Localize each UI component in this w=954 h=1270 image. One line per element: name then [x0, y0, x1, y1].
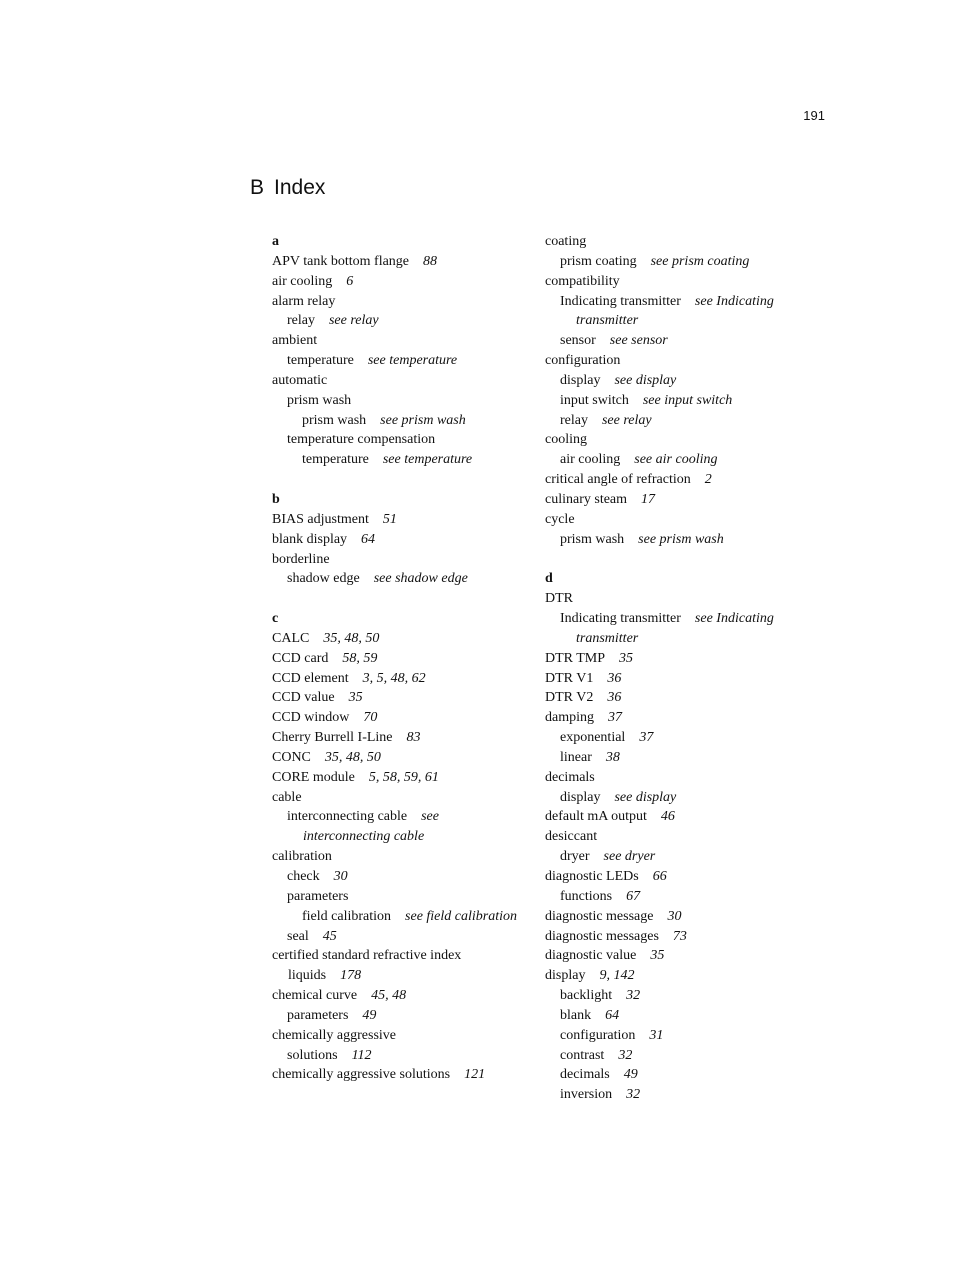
index-reference: 35, 48, 50 [324, 749, 381, 765]
page-number: 191 [803, 108, 825, 123]
index-entry [302, 907, 517, 927]
index-entry [272, 688, 517, 708]
index-reference: 83 [406, 730, 421, 746]
index-reference: see temperature [382, 452, 473, 468]
index-reference: 17 [641, 491, 656, 507]
index-term: cycle [545, 511, 575, 527]
index-term: configuration [560, 1027, 636, 1043]
index-entry [287, 391, 517, 411]
index-reference: see prism wash [380, 412, 466, 428]
index-term: calibration [272, 849, 332, 865]
index-term: display [560, 372, 601, 388]
index-reference: 30 [333, 869, 348, 884]
index-entry [545, 430, 790, 450]
index-term: dryer [560, 849, 590, 865]
index-term: relay [287, 313, 315, 329]
index-reference: see prism wash [638, 531, 724, 547]
index-entry [272, 272, 517, 292]
index-entry [272, 728, 517, 748]
index-entry [287, 927, 517, 947]
index-entry [560, 887, 790, 907]
index-reference: 112 [351, 1047, 372, 1063]
index-reference: 35 [650, 948, 665, 964]
index-term: temperature [302, 452, 369, 468]
index-reference: see display [614, 789, 677, 805]
index-term: DTR V2 [545, 690, 594, 706]
index-reference: 36 [607, 670, 622, 686]
index-entry [302, 450, 517, 470]
index-term: prism wash [560, 531, 625, 547]
index-term: CCD card [272, 650, 329, 666]
index-reference: see relay [328, 313, 379, 329]
index-term: compatibility [545, 273, 620, 289]
index-term: CONC [272, 749, 311, 765]
index-entry [272, 331, 517, 351]
index-entry [560, 1085, 790, 1105]
index-term: display [545, 968, 586, 984]
index-reference: 32 [626, 988, 641, 1004]
index-reference: 30 [667, 908, 682, 924]
index-entry [545, 649, 790, 669]
index-term: certified standard refractive index liquids [272, 948, 462, 984]
index-term: decimals [560, 1067, 610, 1083]
index-entry [545, 867, 790, 887]
index-entry [287, 311, 517, 331]
index-entry [272, 649, 517, 669]
index-entry [272, 986, 517, 1006]
index-reference: see sensor [609, 333, 668, 349]
index-term: CCD value [272, 690, 335, 706]
index-entry [545, 351, 790, 371]
index-reference: 37 [639, 730, 654, 746]
index-term: CALC [272, 630, 310, 646]
index-term: borderline [272, 551, 330, 567]
index-letter-heading: c [272, 611, 279, 627]
index-entry [560, 450, 790, 470]
index-entry [560, 1026, 790, 1046]
index-term: parameters [287, 1007, 349, 1023]
index-reference: 88 [423, 253, 438, 269]
index-term: linear [560, 749, 592, 765]
index-entry [272, 252, 517, 272]
index-reference: 9, 142 [599, 968, 635, 984]
index-entry [302, 411, 517, 431]
index-term: sensor [560, 333, 596, 349]
index-entry [560, 609, 790, 649]
index-entry [545, 907, 790, 927]
index-reference: see relay [601, 412, 652, 428]
index-reference: 45, 48 [371, 988, 407, 1004]
index-term: diagnostic LEDs [545, 869, 639, 884]
index-entry [560, 1046, 790, 1066]
index-entry [287, 1006, 517, 1026]
index-entry [545, 232, 790, 252]
index-term: default mA output [545, 809, 647, 825]
appendix-letter: B [250, 176, 265, 199]
index-entry [272, 292, 517, 312]
index-term: field calibration [302, 908, 392, 924]
index-reference: see air cooling [634, 452, 718, 468]
index-term: desiccant [545, 829, 598, 845]
index-term: automatic [272, 372, 328, 388]
index-term: diagnostic message [545, 908, 654, 924]
index-reference: 46 [660, 809, 675, 825]
index-entry [560, 748, 790, 768]
index-term: inversion [560, 1087, 613, 1103]
index-reference: 67 [626, 888, 641, 904]
index-reference: see display [614, 372, 677, 388]
index-reference: 36 [607, 690, 622, 706]
index-reference: 38 [605, 749, 620, 765]
index-term: shadow edge [287, 571, 360, 587]
index-entry [545, 768, 790, 788]
index-reference: 58, 59 [342, 650, 378, 666]
index-reference: 73 [672, 928, 687, 944]
index-reference: 178 [340, 968, 362, 984]
index-reference: see interconnecting cable [303, 809, 439, 845]
index-letter-heading: d [545, 571, 553, 587]
index-reference: see input switch [642, 392, 733, 408]
index-reference: see shadow edge [373, 571, 468, 587]
index-entry [545, 589, 790, 609]
index-entry [560, 371, 790, 391]
index-entry [545, 966, 790, 986]
index-entry [545, 490, 790, 510]
index-term: diagnostic value [545, 948, 637, 964]
index-column-right [545, 232, 790, 1105]
index-term: parameters [287, 888, 349, 904]
index-entry [560, 252, 790, 272]
index-entry [545, 510, 790, 530]
index-column-left [272, 232, 517, 1085]
index-term: display [560, 789, 601, 805]
index-reference: 64 [361, 531, 376, 547]
index-entry [272, 1065, 517, 1085]
index-entry [272, 371, 517, 391]
index-letter-heading: a [272, 234, 279, 249]
index-term: interconnecting cable [287, 809, 408, 825]
index-entry [272, 550, 517, 570]
index-letter-heading: b [272, 491, 280, 507]
index-term: Cherry Burrell I-Line [272, 730, 393, 746]
index-term: coating [545, 234, 587, 249]
index-reference: see Indicating transmitter [576, 611, 774, 646]
index-term: cooling [545, 432, 587, 448]
index-entry [272, 748, 517, 768]
index-term: prism coating [560, 253, 637, 269]
index-term: critical angle of refraction [545, 472, 691, 488]
index-term: air cooling [272, 273, 333, 289]
index-entry [560, 292, 790, 332]
index-entry [272, 788, 517, 808]
index-entry [287, 430, 517, 450]
index-entry [560, 788, 790, 808]
index-entry [545, 470, 790, 490]
page-title [250, 176, 325, 200]
index-term: Indicating transmitter [560, 611, 681, 627]
index-entry [545, 688, 790, 708]
index-reference: 6 [346, 273, 354, 289]
index-term: cable [272, 789, 302, 805]
index-term: CCD window [272, 710, 350, 726]
index-reference: 121 [464, 1067, 486, 1083]
index-entry [272, 510, 517, 530]
index-term: blank [560, 1007, 592, 1023]
index-reference: 35 [619, 650, 634, 666]
index-term: seal [287, 928, 309, 944]
section-gap [272, 470, 517, 490]
index-term: temperature [287, 353, 354, 369]
section-gap [545, 550, 790, 570]
index-term: backlight [560, 988, 613, 1004]
index-entry [545, 927, 790, 947]
index-term: check [287, 869, 320, 884]
index-entry [545, 807, 790, 827]
index-entry [560, 1065, 790, 1085]
index-entry [287, 807, 517, 847]
index-reference: 31 [649, 1027, 664, 1043]
index-term: alarm relay [272, 293, 336, 309]
index-reference: 3, 5, 48, 62 [362, 670, 426, 686]
index-term: exponential [560, 730, 626, 746]
index-term: ambient [272, 333, 318, 349]
index-entry [287, 351, 517, 371]
index-reference: 35 [348, 690, 363, 706]
index-reference: 49 [623, 1067, 638, 1083]
index-entry [560, 1006, 790, 1026]
index-entry [560, 728, 790, 748]
index-reference: see Indicating transmitter [576, 293, 774, 329]
index-entry [272, 708, 517, 728]
index-reference: 49 [362, 1007, 377, 1023]
index-term: diagnostic messages [545, 928, 659, 944]
index-entry [287, 887, 517, 907]
index-reference: see prism coating [650, 253, 750, 269]
index-term: contrast [560, 1047, 605, 1063]
index-entry [272, 669, 517, 689]
index-entry [545, 708, 790, 728]
index-term: solutions [287, 1047, 338, 1063]
index-term: DTR TMP [545, 650, 606, 666]
index-entry [272, 1026, 517, 1046]
index-entry [272, 946, 517, 986]
index-reference: see field calibration [405, 908, 518, 924]
index-reference: 2 [704, 472, 712, 488]
index-term: DTR [545, 591, 573, 607]
index-reference: 35, 48, 50 [323, 630, 380, 646]
index-entry [560, 530, 790, 550]
index-entry [560, 331, 790, 351]
index-reference: 5, 58, 59, 61 [368, 769, 439, 785]
index-term: APV tank bottom flange [272, 253, 410, 269]
index-term: air cooling [560, 452, 621, 468]
index-entry [272, 768, 517, 788]
index-reference: 70 [363, 710, 378, 726]
index-term: culinary steam [545, 491, 628, 507]
index-reference: 64 [605, 1007, 620, 1023]
index-entry [560, 391, 790, 411]
index-term: prism wash [302, 412, 367, 428]
index-term: input switch [560, 392, 629, 408]
index-term: blank display [272, 531, 348, 547]
index-term: temperature compensation [287, 432, 436, 448]
index-reference: see temperature [367, 353, 458, 369]
index-term: CCD element [272, 670, 349, 686]
index-term: prism wash [287, 392, 352, 408]
index-reference: 32 [618, 1047, 633, 1063]
index-entry [287, 867, 517, 887]
index-term: functions [560, 888, 613, 904]
index-entry [287, 569, 517, 589]
index-entry [560, 986, 790, 1006]
index-entry [287, 1046, 517, 1066]
index-term: configuration [545, 353, 621, 369]
index-entry [272, 530, 517, 550]
index-term: relay [560, 412, 588, 428]
index-entry [545, 272, 790, 292]
index-reference: see dryer [603, 849, 656, 865]
index-entry [545, 827, 790, 847]
index-term: chemically aggressive [272, 1027, 397, 1043]
index-term: damping [545, 710, 594, 726]
index-reference: 37 [608, 710, 622, 726]
index-reference: 66 [652, 869, 667, 884]
index-entry [272, 629, 517, 649]
appendix-title: Index [274, 176, 326, 199]
section-gap [272, 589, 517, 609]
index-term: BIAS adjustment [272, 511, 369, 527]
index-entry [545, 946, 790, 966]
index-term: Indicating transmitter [560, 293, 681, 309]
index-term: chemically aggressive solutions [272, 1067, 451, 1083]
index-reference: 32 [626, 1087, 641, 1103]
index-term: chemical curve [272, 988, 358, 1004]
index-term: DTR V1 [545, 670, 594, 686]
index-entry [272, 847, 517, 867]
index-entry [560, 411, 790, 431]
index-term: decimals [545, 769, 595, 785]
index-reference: 51 [382, 511, 397, 527]
index-reference: 45 [322, 928, 337, 944]
index-entry [545, 669, 790, 689]
index-term: CORE module [272, 769, 355, 785]
index-entry [560, 847, 790, 867]
